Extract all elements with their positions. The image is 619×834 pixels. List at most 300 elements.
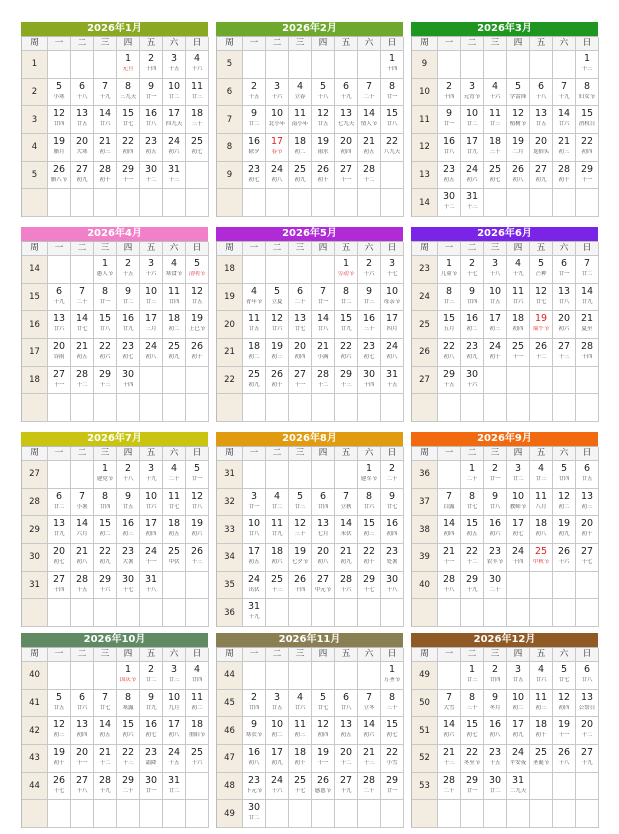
day-cell[interactable] — [289, 311, 312, 339]
day-cell[interactable] — [553, 79, 576, 107]
day-cell[interactable] — [163, 51, 186, 79]
day-cell[interactable] — [576, 690, 599, 718]
day-cell[interactable] — [576, 516, 599, 544]
day-cell[interactable] — [335, 745, 358, 773]
day-cell[interactable] — [461, 256, 484, 284]
day-cell[interactable] — [507, 461, 530, 489]
day-cell[interactable] — [335, 284, 358, 312]
day-cell[interactable] — [71, 339, 94, 367]
day-cell[interactable] — [243, 339, 266, 367]
day-cell[interactable] — [289, 544, 312, 572]
day-cell[interactable] — [117, 773, 140, 801]
day-cell[interactable] — [289, 134, 312, 162]
day-cell[interactable] — [186, 51, 209, 79]
day-cell[interactable] — [335, 311, 358, 339]
day-cell[interactable] — [381, 461, 404, 489]
day-cell[interactable] — [140, 134, 163, 162]
day-cell[interactable] — [484, 489, 507, 517]
day-cell[interactable] — [576, 79, 599, 107]
day-cell[interactable] — [94, 745, 117, 773]
day-cell[interactable] — [186, 134, 209, 162]
day-cell[interactable] — [358, 106, 381, 134]
day-cell[interactable] — [117, 284, 140, 312]
day-cell[interactable] — [140, 256, 163, 284]
day-cell[interactable] — [117, 745, 140, 773]
day-cell[interactable] — [186, 516, 209, 544]
day-cell[interactable] — [358, 367, 381, 395]
day-cell[interactable] — [358, 690, 381, 718]
day-cell[interactable] — [266, 544, 289, 572]
day-cell[interactable] — [553, 717, 576, 745]
day-cell[interactable] — [140, 773, 163, 801]
day-cell[interactable] — [163, 79, 186, 107]
day-cell[interactable] — [289, 339, 312, 367]
day-cell[interactable] — [381, 256, 404, 284]
day-cell[interactable] — [48, 134, 71, 162]
day-cell[interactable] — [358, 162, 381, 190]
day-cell[interactable] — [140, 162, 163, 190]
day-cell[interactable] — [94, 516, 117, 544]
day-cell[interactable] — [71, 745, 94, 773]
day-cell[interactable] — [381, 106, 404, 134]
day-cell[interactable] — [266, 162, 289, 190]
day-cell[interactable] — [381, 284, 404, 312]
day-cell[interactable] — [484, 461, 507, 489]
day-cell[interactable] — [312, 284, 335, 312]
day-cell[interactable] — [576, 745, 599, 773]
day-cell[interactable] — [243, 572, 266, 600]
day-cell[interactable] — [438, 339, 461, 367]
day-cell[interactable] — [553, 162, 576, 190]
day-cell[interactable] — [484, 717, 507, 745]
day-cell[interactable] — [140, 339, 163, 367]
day-cell[interactable] — [381, 51, 404, 79]
day-cell[interactable] — [484, 544, 507, 572]
day-cell[interactable] — [553, 544, 576, 572]
day-cell[interactable] — [94, 717, 117, 745]
day-cell[interactable] — [71, 773, 94, 801]
day-cell[interactable] — [312, 489, 335, 517]
day-cell[interactable] — [461, 516, 484, 544]
day-cell[interactable] — [438, 489, 461, 517]
day-cell[interactable] — [117, 489, 140, 517]
day-cell[interactable] — [507, 284, 530, 312]
day-cell[interactable] — [117, 572, 140, 600]
day-cell[interactable] — [266, 79, 289, 107]
day-cell[interactable] — [530, 311, 553, 339]
day-cell[interactable] — [48, 572, 71, 600]
day-cell[interactable] — [461, 544, 484, 572]
day-cell[interactable] — [163, 544, 186, 572]
day-cell[interactable] — [266, 717, 289, 745]
day-cell[interactable] — [48, 690, 71, 718]
day-cell[interactable] — [71, 106, 94, 134]
day-cell[interactable] — [312, 773, 335, 801]
day-cell[interactable] — [438, 79, 461, 107]
day-cell[interactable] — [243, 516, 266, 544]
day-cell[interactable] — [576, 162, 599, 190]
day-cell[interactable] — [163, 284, 186, 312]
day-cell[interactable] — [140, 489, 163, 517]
day-cell[interactable] — [553, 106, 576, 134]
day-cell[interactable] — [553, 256, 576, 284]
day-cell[interactable] — [461, 773, 484, 801]
day-cell[interactable] — [576, 662, 599, 690]
day-cell[interactable] — [186, 256, 209, 284]
day-cell[interactable] — [553, 134, 576, 162]
day-cell[interactable] — [289, 367, 312, 395]
day-cell[interactable] — [461, 690, 484, 718]
day-cell[interactable] — [530, 662, 553, 690]
day-cell[interactable] — [312, 311, 335, 339]
day-cell[interactable] — [530, 516, 553, 544]
day-cell[interactable] — [117, 662, 140, 690]
day-cell[interactable] — [186, 79, 209, 107]
day-cell[interactable] — [530, 339, 553, 367]
day-cell[interactable] — [71, 284, 94, 312]
day-cell[interactable] — [140, 79, 163, 107]
day-cell[interactable] — [117, 339, 140, 367]
day-cell[interactable] — [312, 79, 335, 107]
day-cell[interactable] — [358, 572, 381, 600]
day-cell[interactable] — [530, 745, 553, 773]
day-cell[interactable] — [553, 339, 576, 367]
day-cell[interactable] — [243, 79, 266, 107]
day-cell[interactable] — [186, 662, 209, 690]
day-cell[interactable] — [243, 367, 266, 395]
day-cell[interactable] — [335, 690, 358, 718]
day-cell[interactable] — [530, 544, 553, 572]
day-cell[interactable] — [117, 51, 140, 79]
day-cell[interactable] — [117, 256, 140, 284]
day-cell[interactable] — [312, 367, 335, 395]
day-cell[interactable] — [117, 544, 140, 572]
day-cell[interactable] — [381, 717, 404, 745]
day-cell[interactable] — [358, 256, 381, 284]
day-cell[interactable] — [94, 773, 117, 801]
day-cell[interactable] — [381, 544, 404, 572]
day-cell[interactable] — [438, 134, 461, 162]
day-cell[interactable] — [163, 717, 186, 745]
day-cell[interactable] — [461, 162, 484, 190]
day-cell[interactable] — [243, 162, 266, 190]
day-cell[interactable] — [163, 516, 186, 544]
day-cell[interactable] — [335, 717, 358, 745]
day-cell[interactable] — [484, 572, 507, 600]
day-cell[interactable] — [312, 717, 335, 745]
day-cell[interactable] — [358, 79, 381, 107]
day-cell[interactable] — [335, 162, 358, 190]
day-cell[interactable] — [266, 489, 289, 517]
day-cell[interactable] — [243, 544, 266, 572]
day-cell[interactable] — [71, 162, 94, 190]
day-cell[interactable] — [266, 134, 289, 162]
day-cell[interactable] — [358, 284, 381, 312]
day-cell[interactable] — [381, 745, 404, 773]
day-cell[interactable] — [48, 367, 71, 395]
day-cell[interactable] — [530, 106, 553, 134]
day-cell[interactable] — [71, 367, 94, 395]
day-cell[interactable] — [507, 489, 530, 517]
day-cell[interactable] — [576, 489, 599, 517]
day-cell[interactable] — [507, 134, 530, 162]
day-cell[interactable] — [335, 572, 358, 600]
day-cell[interactable] — [48, 339, 71, 367]
day-cell[interactable] — [71, 516, 94, 544]
day-cell[interactable] — [140, 662, 163, 690]
day-cell[interactable] — [576, 106, 599, 134]
day-cell[interactable] — [266, 572, 289, 600]
day-cell[interactable] — [186, 284, 209, 312]
day-cell[interactable] — [461, 339, 484, 367]
day-cell[interactable] — [117, 690, 140, 718]
day-cell[interactable] — [163, 339, 186, 367]
day-cell[interactable] — [438, 367, 461, 395]
day-cell[interactable] — [438, 162, 461, 190]
day-cell[interactable] — [507, 106, 530, 134]
day-cell[interactable] — [438, 311, 461, 339]
day-cell[interactable] — [381, 489, 404, 517]
day-cell[interactable] — [461, 489, 484, 517]
day-cell[interactable] — [553, 745, 576, 773]
day-cell[interactable] — [289, 489, 312, 517]
day-cell[interactable] — [507, 79, 530, 107]
day-cell[interactable] — [484, 773, 507, 801]
day-cell[interactable] — [530, 461, 553, 489]
day-cell[interactable] — [553, 489, 576, 517]
day-cell[interactable] — [484, 339, 507, 367]
day-cell[interactable] — [243, 284, 266, 312]
day-cell[interactable] — [48, 162, 71, 190]
day-cell[interactable] — [117, 717, 140, 745]
day-cell[interactable] — [530, 717, 553, 745]
day-cell[interactable] — [484, 516, 507, 544]
day-cell[interactable] — [335, 367, 358, 395]
day-cell[interactable] — [461, 461, 484, 489]
day-cell[interactable] — [117, 106, 140, 134]
day-cell[interactable] — [507, 690, 530, 718]
day-cell[interactable] — [289, 79, 312, 107]
day-cell[interactable] — [266, 773, 289, 801]
day-cell[interactable] — [381, 79, 404, 107]
day-cell[interactable] — [94, 79, 117, 107]
day-cell[interactable] — [461, 572, 484, 600]
day-cell[interactable] — [335, 134, 358, 162]
day-cell[interactable] — [94, 339, 117, 367]
day-cell[interactable] — [438, 284, 461, 312]
day-cell[interactable] — [266, 745, 289, 773]
day-cell[interactable] — [243, 134, 266, 162]
day-cell[interactable] — [243, 106, 266, 134]
day-cell[interactable] — [335, 516, 358, 544]
day-cell[interactable] — [530, 690, 553, 718]
day-cell[interactable] — [553, 690, 576, 718]
day-cell[interactable] — [576, 461, 599, 489]
day-cell[interactable] — [576, 51, 599, 79]
day-cell[interactable] — [530, 256, 553, 284]
day-cell[interactable] — [243, 489, 266, 517]
day-cell[interactable] — [243, 599, 266, 627]
day-cell[interactable] — [576, 544, 599, 572]
day-cell[interactable] — [381, 367, 404, 395]
day-cell[interactable] — [140, 690, 163, 718]
day-cell[interactable] — [576, 717, 599, 745]
day-cell[interactable] — [117, 162, 140, 190]
day-cell[interactable] — [186, 106, 209, 134]
day-cell[interactable] — [140, 544, 163, 572]
day-cell[interactable] — [438, 544, 461, 572]
day-cell[interactable] — [48, 79, 71, 107]
day-cell[interactable] — [507, 745, 530, 773]
day-cell[interactable] — [289, 717, 312, 745]
day-cell[interactable] — [243, 690, 266, 718]
day-cell[interactable] — [289, 162, 312, 190]
day-cell[interactable] — [140, 745, 163, 773]
day-cell[interactable] — [48, 106, 71, 134]
day-cell[interactable] — [576, 284, 599, 312]
day-cell[interactable] — [48, 745, 71, 773]
day-cell[interactable] — [358, 134, 381, 162]
day-cell[interactable] — [243, 773, 266, 801]
day-cell[interactable] — [461, 189, 484, 217]
day-cell[interactable] — [484, 690, 507, 718]
day-cell[interactable] — [335, 489, 358, 517]
day-cell[interactable] — [163, 662, 186, 690]
day-cell[interactable] — [186, 544, 209, 572]
day-cell[interactable] — [94, 572, 117, 600]
day-cell[interactable] — [71, 572, 94, 600]
day-cell[interactable] — [553, 662, 576, 690]
day-cell[interactable] — [163, 106, 186, 134]
day-cell[interactable] — [358, 516, 381, 544]
day-cell[interactable] — [94, 461, 117, 489]
day-cell[interactable] — [312, 134, 335, 162]
day-cell[interactable] — [140, 106, 163, 134]
day-cell[interactable] — [186, 489, 209, 517]
day-cell[interactable] — [140, 284, 163, 312]
day-cell[interactable] — [48, 284, 71, 312]
day-cell[interactable] — [186, 690, 209, 718]
day-cell[interactable] — [289, 572, 312, 600]
day-cell[interactable] — [71, 489, 94, 517]
day-cell[interactable] — [358, 339, 381, 367]
day-cell[interactable] — [576, 339, 599, 367]
day-cell[interactable] — [438, 189, 461, 217]
day-cell[interactable] — [507, 516, 530, 544]
day-cell[interactable] — [438, 690, 461, 718]
day-cell[interactable] — [163, 690, 186, 718]
day-cell[interactable] — [94, 489, 117, 517]
day-cell[interactable] — [48, 311, 71, 339]
day-cell[interactable] — [438, 256, 461, 284]
day-cell[interactable] — [48, 544, 71, 572]
day-cell[interactable] — [381, 690, 404, 718]
day-cell[interactable] — [507, 662, 530, 690]
day-cell[interactable] — [243, 745, 266, 773]
day-cell[interactable] — [553, 284, 576, 312]
day-cell[interactable] — [94, 367, 117, 395]
day-cell[interactable] — [163, 134, 186, 162]
day-cell[interactable] — [484, 79, 507, 107]
day-cell[interactable] — [358, 544, 381, 572]
day-cell[interactable] — [484, 256, 507, 284]
day-cell[interactable] — [163, 745, 186, 773]
day-cell[interactable] — [507, 256, 530, 284]
day-cell[interactable] — [381, 572, 404, 600]
day-cell[interactable] — [484, 284, 507, 312]
day-cell[interactable] — [186, 311, 209, 339]
day-cell[interactable] — [266, 339, 289, 367]
day-cell[interactable] — [530, 134, 553, 162]
day-cell[interactable] — [461, 311, 484, 339]
day-cell[interactable] — [438, 717, 461, 745]
day-cell[interactable] — [71, 544, 94, 572]
day-cell[interactable] — [289, 516, 312, 544]
day-cell[interactable] — [312, 690, 335, 718]
day-cell[interactable] — [163, 489, 186, 517]
day-cell[interactable] — [507, 162, 530, 190]
day-cell[interactable] — [530, 162, 553, 190]
day-cell[interactable] — [266, 367, 289, 395]
day-cell[interactable] — [94, 256, 117, 284]
day-cell[interactable] — [530, 79, 553, 107]
day-cell[interactable] — [163, 773, 186, 801]
day-cell[interactable] — [289, 106, 312, 134]
day-cell[interactable] — [186, 461, 209, 489]
day-cell[interactable] — [484, 134, 507, 162]
day-cell[interactable] — [358, 773, 381, 801]
day-cell[interactable] — [381, 339, 404, 367]
day-cell[interactable] — [576, 311, 599, 339]
day-cell[interactable] — [576, 134, 599, 162]
day-cell[interactable] — [553, 516, 576, 544]
day-cell[interactable] — [507, 311, 530, 339]
day-cell[interactable] — [71, 134, 94, 162]
day-cell[interactable] — [461, 106, 484, 134]
day-cell[interactable] — [553, 461, 576, 489]
day-cell[interactable] — [71, 311, 94, 339]
day-cell[interactable] — [71, 79, 94, 107]
day-cell[interactable] — [335, 79, 358, 107]
day-cell[interactable] — [117, 134, 140, 162]
day-cell[interactable] — [140, 717, 163, 745]
day-cell[interactable] — [48, 717, 71, 745]
day-cell[interactable] — [71, 690, 94, 718]
day-cell[interactable] — [381, 134, 404, 162]
day-cell[interactable] — [186, 745, 209, 773]
day-cell[interactable] — [163, 461, 186, 489]
day-cell[interactable] — [266, 311, 289, 339]
day-cell[interactable] — [461, 662, 484, 690]
day-cell[interactable] — [140, 572, 163, 600]
day-cell[interactable] — [358, 461, 381, 489]
day-cell[interactable] — [266, 106, 289, 134]
day-cell[interactable] — [312, 339, 335, 367]
day-cell[interactable] — [507, 717, 530, 745]
day-cell[interactable] — [94, 544, 117, 572]
day-cell[interactable] — [94, 311, 117, 339]
day-cell[interactable] — [461, 284, 484, 312]
day-cell[interactable] — [312, 745, 335, 773]
day-cell[interactable] — [163, 311, 186, 339]
day-cell[interactable] — [186, 339, 209, 367]
day-cell[interactable] — [358, 311, 381, 339]
day-cell[interactable] — [266, 516, 289, 544]
day-cell[interactable] — [140, 311, 163, 339]
day-cell[interactable] — [438, 106, 461, 134]
day-cell[interactable] — [243, 717, 266, 745]
day-cell[interactable] — [335, 256, 358, 284]
